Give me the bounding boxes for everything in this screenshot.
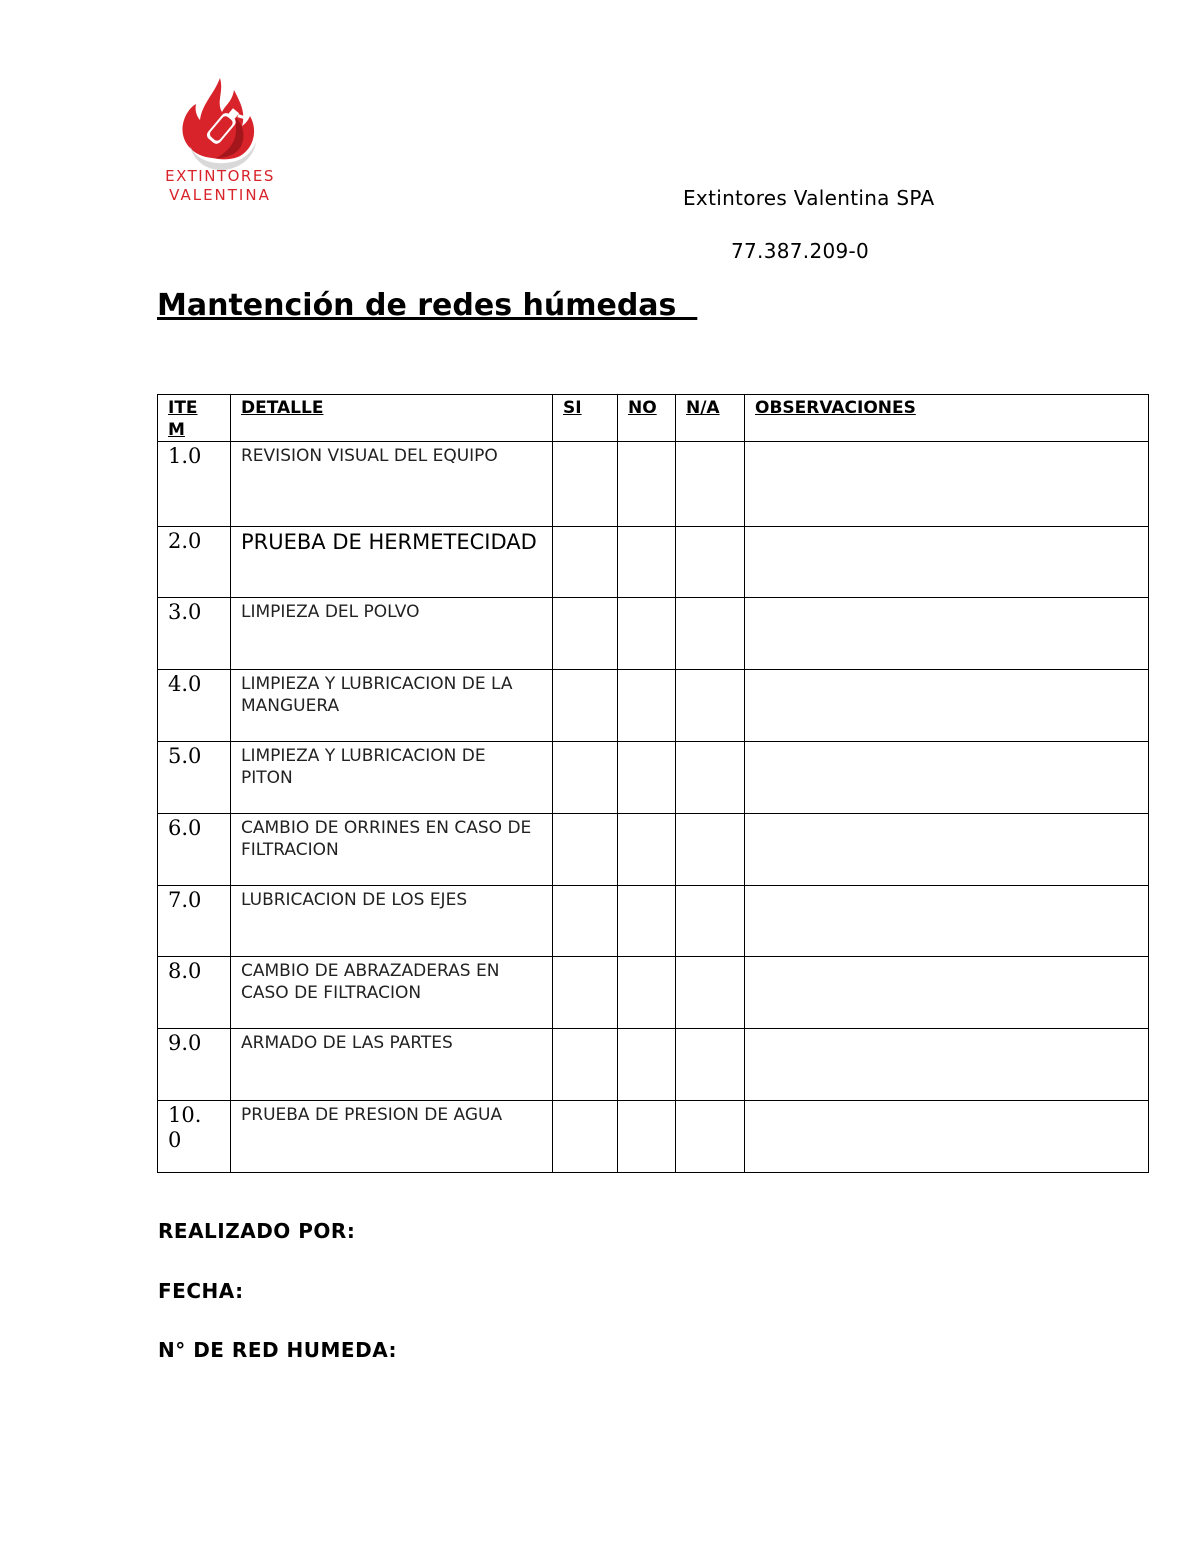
- table-row: [158, 598, 1149, 670]
- detalle-cell: LUBRICACION DE LOS EJES: [231, 886, 553, 957]
- observaciones-cell[interactable]: [745, 1101, 1149, 1173]
- item-cell: 5.0: [158, 742, 231, 814]
- table-header-row: [158, 395, 1149, 442]
- column-header-item: ITEM: [158, 395, 231, 442]
- page-title: Mantención de redes húmedas: [157, 288, 698, 323]
- column-header-observaciones: OBSERVACIONES: [745, 395, 1149, 442]
- si-cell[interactable]: [553, 814, 618, 886]
- item-cell: 2.0: [158, 527, 231, 598]
- si-cell[interactable]: [553, 957, 618, 1029]
- detalle-cell: LIMPIEZA Y LUBRICACION DE PITON: [231, 742, 553, 814]
- observaciones-cell[interactable]: [745, 670, 1149, 742]
- table-row: [158, 527, 1149, 598]
- na-cell[interactable]: [676, 1101, 745, 1173]
- company-logo: [150, 68, 290, 210]
- observaciones-cell[interactable]: [745, 527, 1149, 598]
- detalle-cell: PRUEBA DE PRESION DE AGUA: [231, 1101, 553, 1173]
- no-cell[interactable]: [618, 598, 676, 670]
- observaciones-cell[interactable]: [745, 598, 1149, 670]
- item-cell: 9.0: [158, 1029, 231, 1101]
- item-cell: 8.0: [158, 957, 231, 1029]
- na-cell[interactable]: [676, 598, 745, 670]
- si-cell[interactable]: [553, 1101, 618, 1173]
- detalle-cell: CAMBIO DE ORRINES EN CASO DE FILTRACION: [231, 814, 553, 886]
- logo-text-line1: EXTINTORES: [165, 167, 275, 185]
- si-cell[interactable]: [553, 442, 618, 527]
- realizado-por-label: REALIZADO POR:: [158, 1219, 356, 1243]
- observaciones-cell[interactable]: [745, 442, 1149, 527]
- observaciones-cell[interactable]: [745, 1029, 1149, 1101]
- item-cell: 4.0: [158, 670, 231, 742]
- detalle-cell: LIMPIEZA DEL POLVO: [231, 598, 553, 670]
- column-header-si: SI: [553, 395, 618, 442]
- observaciones-cell[interactable]: [745, 742, 1149, 814]
- column-header-detalle: DETALLE: [231, 395, 553, 442]
- table-row: [158, 1029, 1149, 1101]
- na-cell[interactable]: [676, 814, 745, 886]
- si-cell[interactable]: [553, 598, 618, 670]
- detalle-cell: ARMADO DE LAS PARTES: [231, 1029, 553, 1101]
- fire-extinguisher-logo-icon: [150, 68, 290, 210]
- si-cell[interactable]: [553, 527, 618, 598]
- company-name: Extintores Valentina SPA: [683, 186, 935, 210]
- no-cell[interactable]: [618, 742, 676, 814]
- table-row: [158, 442, 1149, 527]
- column-header-no: NO: [618, 395, 676, 442]
- item-cell: 1.0: [158, 442, 231, 527]
- company-rut: 77.387.209-0: [731, 239, 870, 263]
- na-cell[interactable]: [676, 1029, 745, 1101]
- no-cell[interactable]: [618, 442, 676, 527]
- no-cell[interactable]: [618, 957, 676, 1029]
- na-cell[interactable]: [676, 442, 745, 527]
- detalle-cell: CAMBIO DE ABRAZADERAS EN CASO DE FILTRACION: [231, 957, 553, 1029]
- maintenance-checklist-table: [157, 394, 1149, 1173]
- na-cell[interactable]: [676, 670, 745, 742]
- fecha-label: FECHA:: [158, 1279, 244, 1303]
- column-header-na: N/A: [676, 395, 745, 442]
- no-cell[interactable]: [618, 814, 676, 886]
- no-cell[interactable]: [618, 1101, 676, 1173]
- table-row: [158, 670, 1149, 742]
- item-cell: 10.0: [158, 1101, 231, 1173]
- si-cell[interactable]: [553, 742, 618, 814]
- na-cell[interactable]: [676, 957, 745, 1029]
- detalle-cell: LIMPIEZA Y LUBRICACION DE LA MANGUERA: [231, 670, 553, 742]
- table-row: [158, 957, 1149, 1029]
- observaciones-cell[interactable]: [745, 957, 1149, 1029]
- no-cell[interactable]: [618, 527, 676, 598]
- si-cell[interactable]: [553, 1029, 618, 1101]
- na-cell[interactable]: [676, 742, 745, 814]
- na-cell[interactable]: [676, 886, 745, 957]
- item-cell: 3.0: [158, 598, 231, 670]
- table-row: [158, 742, 1149, 814]
- red-humeda-label: N° DE RED HUMEDA:: [158, 1338, 398, 1362]
- detalle-cell: PRUEBA DE HERMETECIDAD: [231, 527, 553, 598]
- observaciones-cell[interactable]: [745, 814, 1149, 886]
- detalle-cell: REVISION VISUAL DEL EQUIPO: [231, 442, 553, 527]
- si-cell[interactable]: [553, 670, 618, 742]
- item-cell: 7.0: [158, 886, 231, 957]
- no-cell[interactable]: [618, 886, 676, 957]
- no-cell[interactable]: [618, 670, 676, 742]
- table-row: [158, 886, 1149, 957]
- table-row: [158, 1101, 1149, 1173]
- table-row: [158, 814, 1149, 886]
- si-cell[interactable]: [553, 886, 618, 957]
- na-cell[interactable]: [676, 527, 745, 598]
- observaciones-cell[interactable]: [745, 886, 1149, 957]
- item-cell: 6.0: [158, 814, 231, 886]
- logo-text-line2: VALENTINA: [169, 186, 271, 204]
- no-cell[interactable]: [618, 1029, 676, 1101]
